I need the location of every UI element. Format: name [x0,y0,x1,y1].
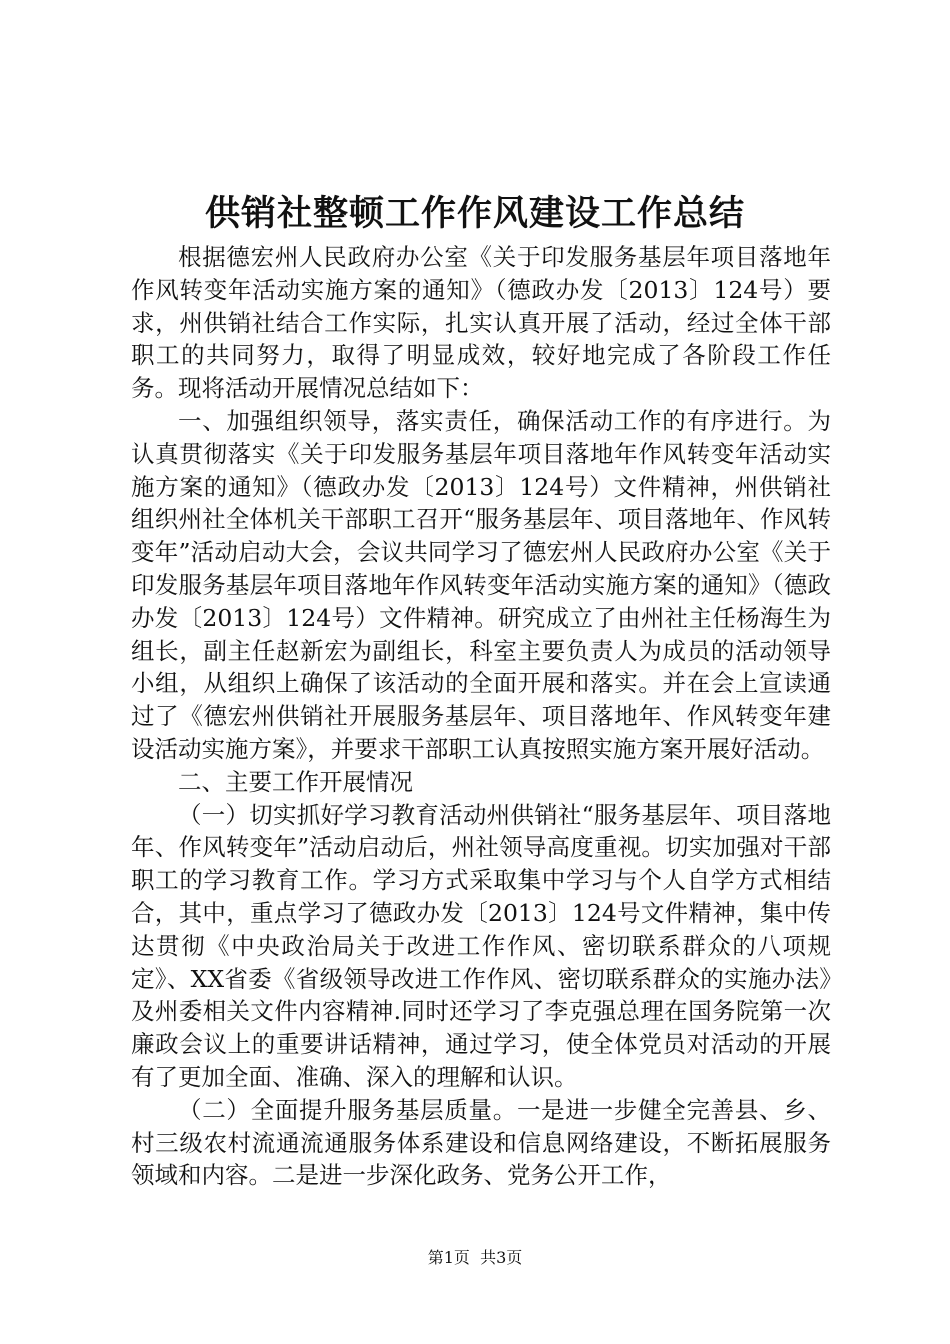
paragraph-section-2-2: （二）全面提升服务基层质量。一是进一步健全完善县、乡、村三级农村流通流通服务体系建设和信息网络建设，不断拓展服务领域和内容。二是进一步深化政务、党务公开工作， [131,1095,831,1190]
page-number-label: 第1页 共3页 [427,1248,523,1267]
document-title: 供销社整顿工作作风建设工作总结 [204,193,745,234]
paragraph-section-1: 一、加强组织领导，落实责任，确保活动工作的有序进行。为认真贯彻落实《关于印发服务基层年项目落地年作风转变年活动实施方案的通知》（德政办发〔2013〕124号）文件精神，州供销社组织州社全体机关干部职工召开“服务基层年、项目落地年、作风转变年”活动启动大会，会议共同学习了德宏州人民政府办公室《关于印发服务基层年项目落地年作风转变年活动实施方案的通知》（德政办发〔2013〕124号）文件精神。研究成立了由州社主任杨海生为组长，副主任赵新宏为副组长，科室主要负责人为成员的活动领导小组，从组织上确保了该活动的全面开展和落实。并在会上宣读通过了《德宏州供销社开展服务基层年、项目落地年、作风转变年建设活动实施方案》，并要求干部职工认真按照实施方案开展好活动。 [131,406,831,763]
page-footer [0,1245,950,1268]
paragraph-section-2-heading: 二、主要工作开展情况 [178,767,413,796]
paragraph-intro: 根据德宏州人民政府办公室《关于印发服务基层年项目落地年作风转变年活动实施方案的通知》（德政办发〔2013〕124号）要求，州供销社结合工作实际，扎实认真开展了活动，经过全体干部职工的共同努力，取得了明显成效，较好地完成了各阶段工作任务。现将活动开展情况总结如下： [131,243,831,403]
paragraph-section-2-1: （一）切实抓好学习教育活动州供销社“服务基层年、项目落地年、作风转变年”活动启动后，州社领导高度重视。切实加强对干部职工的学习教育工作。学习方式采取集中学习与个人自学方式相结合，其中，重点学习了德政办发〔2013〕124号文件精神，集中传达贯彻《中央政治局关于改进工作作风、密切联系群众的八项规定》、XX省委《省级领导改进工作作风、密切联系群众的实施办法》及州委相关文件内容精神.同时还学习了李克强总理在国务院第一次廉政会议上的重要讲话精神，通过学习，使全体党员对活动的开展有了更加全面、准确、深入的理解和认识。 [131,800,831,1091]
document-body [131,241,831,1192]
